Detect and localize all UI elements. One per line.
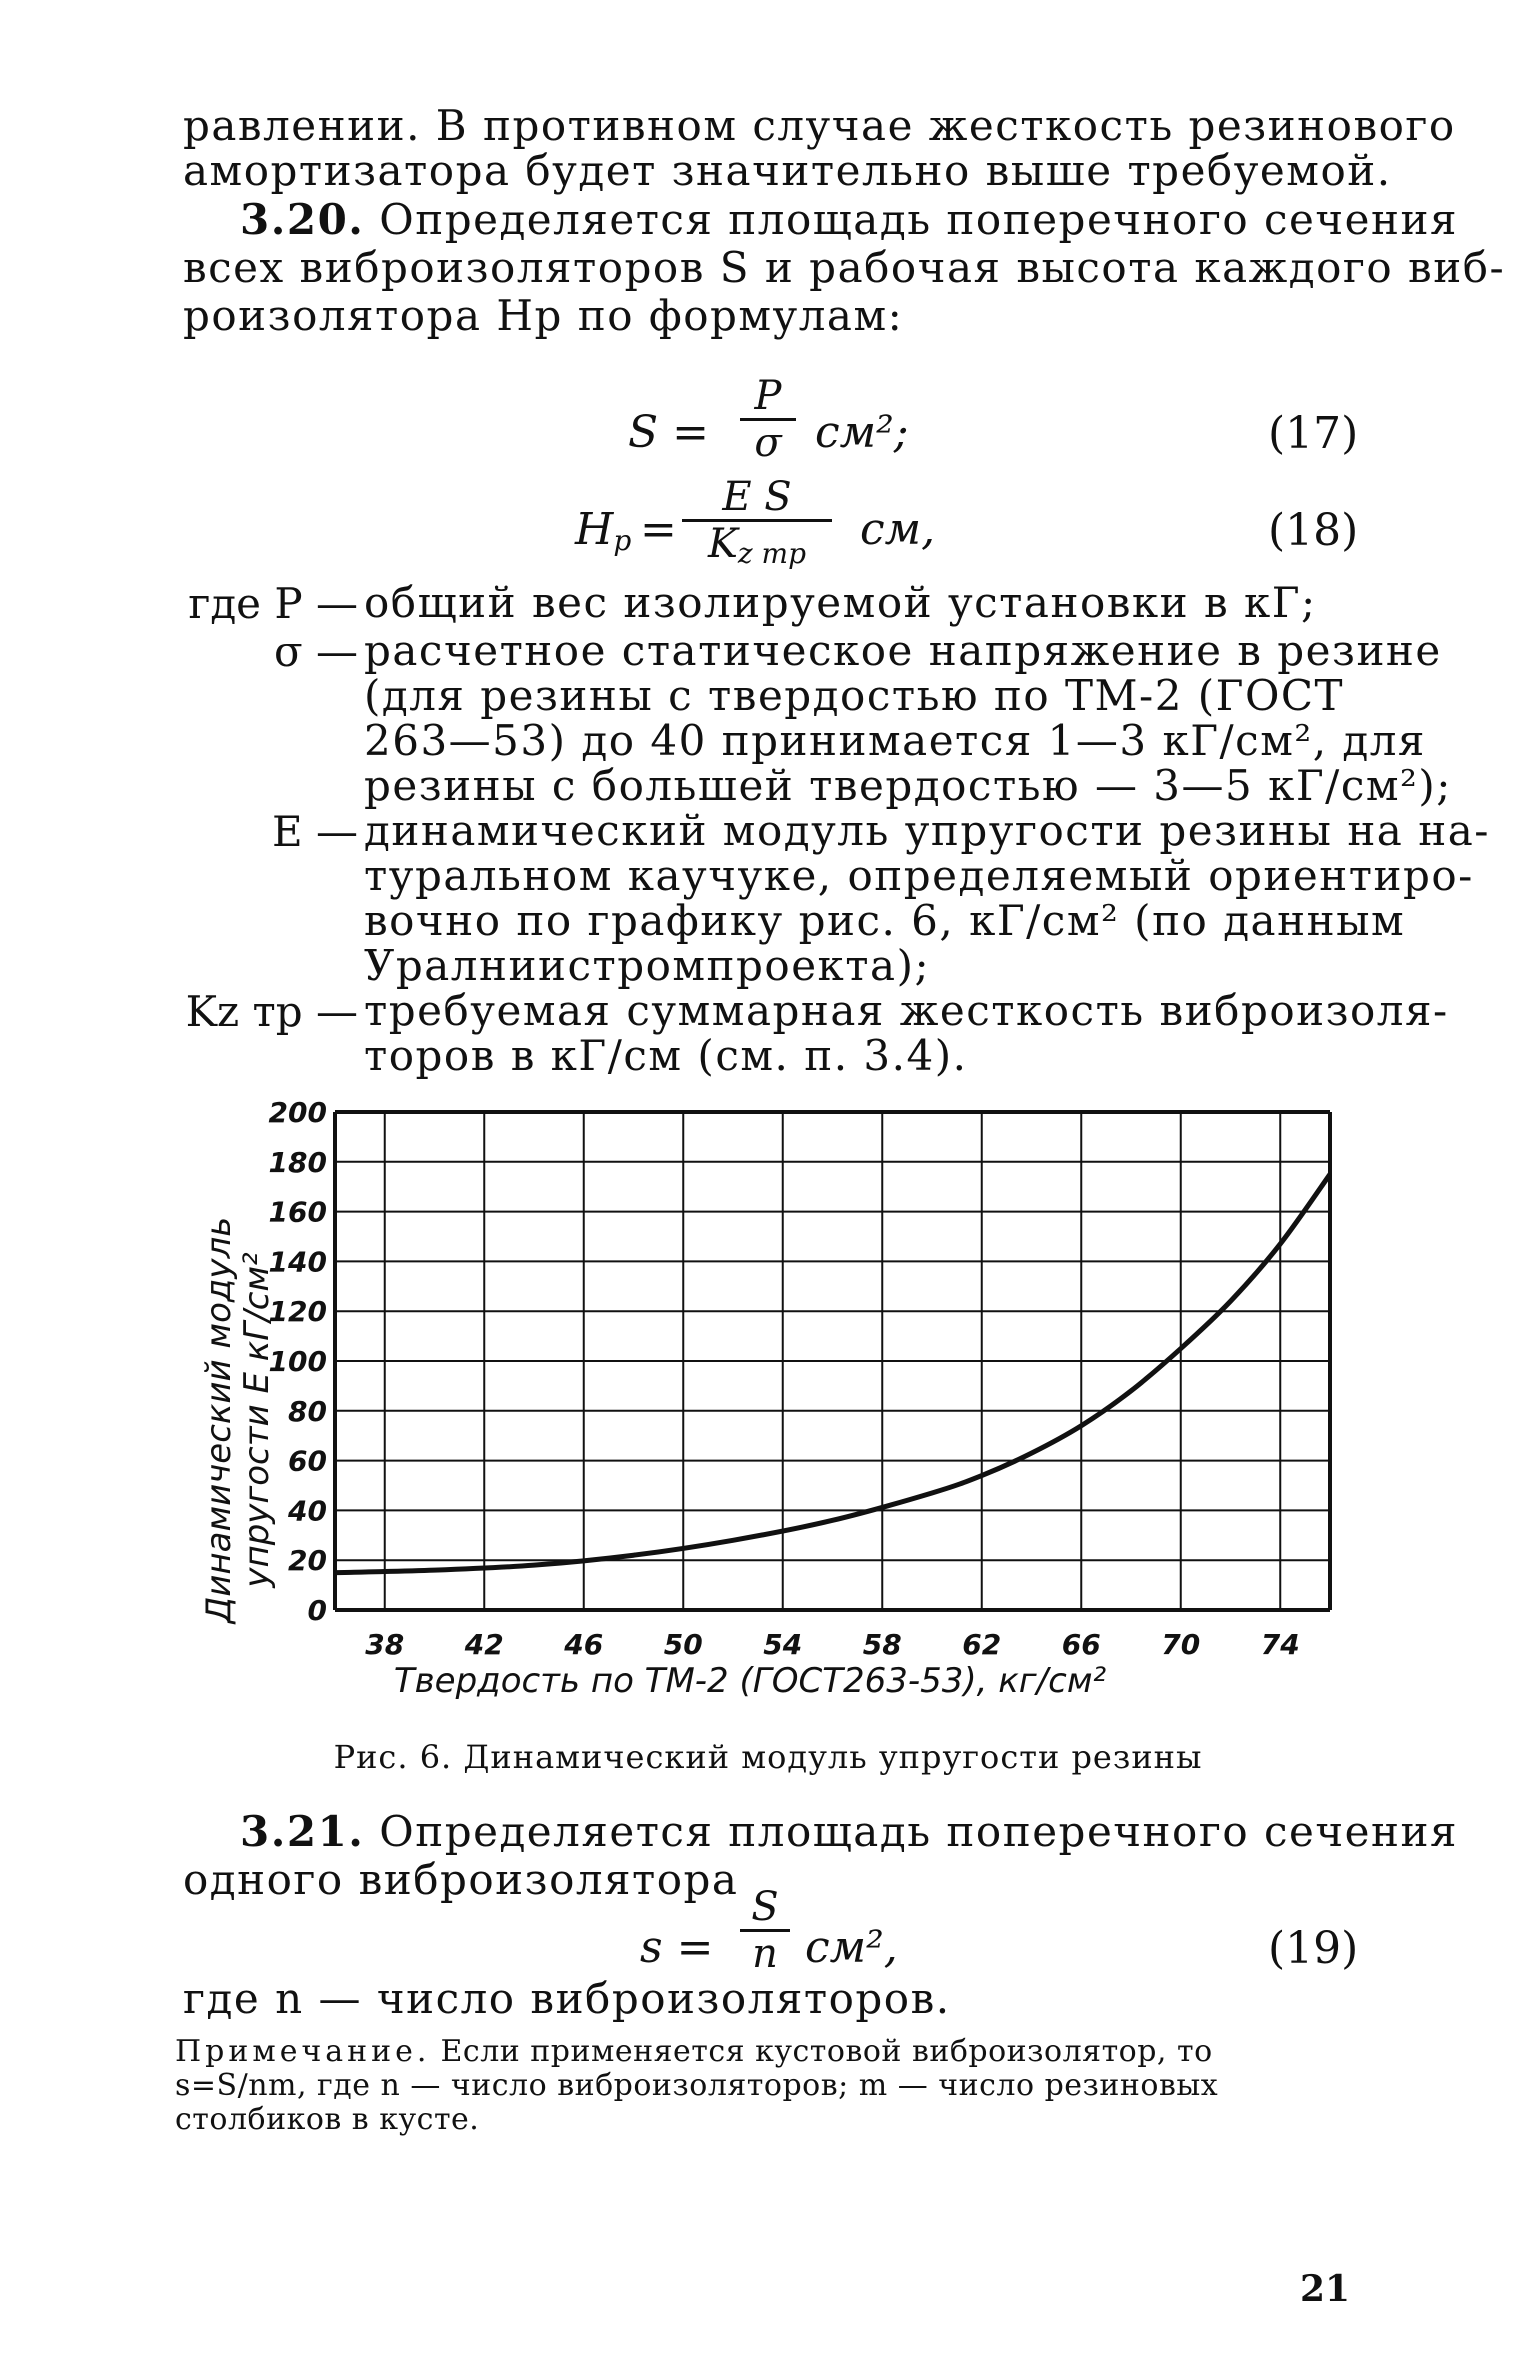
definition-line: расчетное статическое напряжение в резине — [364, 626, 1442, 675]
paragraph-text: Определяется площадь поперечного сечения — [379, 1807, 1458, 1856]
definition-line: (для резины с твердостью по ТМ-2 (ГОСТ — [364, 671, 1345, 720]
note-text: Если применяется кустовой виброизолятор, то — [440, 2034, 1213, 2069]
y-tick-label: 20 — [288, 1544, 327, 1578]
formula-unit: см²; — [815, 407, 909, 458]
x-axis-title: Твердость по ТМ-2 (ГОСТ263-53), кг/см² — [393, 1661, 1107, 1701]
x-tick-label: 74 — [1260, 1628, 1300, 1661]
note-line: столбиков в кусте. — [175, 2102, 480, 2137]
formula-lhs: $H_р$ — [575, 504, 632, 557]
y-tick-label: 0 — [307, 1594, 327, 1627]
x-tick-label: 38 — [365, 1628, 405, 1661]
definition-line: динамический модуль упругости резины на на- — [364, 806, 1490, 855]
paragraph-line: роизолятора Hр по формулам: — [183, 291, 904, 340]
paragraph-line: амортизатора будет значительно выше требуемой. — [183, 146, 1392, 195]
denominator: $K_{z тр}$ — [707, 521, 807, 570]
paragraph-line: где n — число виброизоляторов. — [183, 1974, 951, 2023]
x-tick-label: 62 — [962, 1628, 1002, 1661]
y-tick-label: 200 — [268, 1096, 327, 1129]
y-tick-label: 60 — [288, 1444, 327, 1478]
formula-unit: см², — [805, 1922, 898, 1973]
y-tick-label: 40 — [288, 1494, 327, 1528]
paragraph-line: одного виброизолятора — [183, 1855, 739, 1904]
definition-line: общий вес изолируемой установки в кГ; — [364, 578, 1317, 627]
x-tick-label: 66 — [1061, 1628, 1101, 1661]
section-number: 3.20. — [240, 195, 365, 244]
note-line — [175, 2036, 1345, 2068]
numerator: S — [751, 1884, 779, 1930]
formula-fraction — [740, 1885, 790, 1976]
definition-line: 263—53) до 40 принимается 1—3 кГ/см², для — [364, 716, 1426, 765]
figure-caption: Рис. 6. Динамический модуль упругости резины — [333, 1738, 1203, 1776]
formula-lhs: s = — [640, 1922, 714, 1973]
paragraph-line: равлении. В противном случае жесткость резинового — [183, 101, 1456, 150]
formula-equals: = — [640, 504, 677, 555]
x-tick-label: 58 — [862, 1628, 902, 1661]
x-tick-label: 46 — [564, 1628, 604, 1661]
numerator: E S — [722, 474, 792, 520]
y-tick-label: 180 — [268, 1145, 327, 1179]
y-tick-label: 140 — [268, 1245, 327, 1279]
y-axis-title-line1: Динамический модуль — [199, 1216, 239, 1624]
y-tick-label: 160 — [268, 1195, 327, 1229]
x-tick-label: 42 — [464, 1628, 504, 1661]
definition-term: E — — [271, 807, 358, 856]
definition-term: где P — — [188, 579, 358, 628]
definition-term: Kz тр — — [185, 987, 358, 1036]
x-tick-label: 50 — [663, 1628, 703, 1661]
page-number: 21 — [1300, 2268, 1351, 2310]
definition-term: σ — — [273, 627, 358, 676]
definition-line: резины с большей твердостью — 3—5 кГ/см²); — [364, 761, 1452, 810]
definition-line: торов в кГ/см (см. п. 3.4). — [364, 1031, 968, 1080]
equation-number: (19) — [1268, 1923, 1359, 1974]
y-tick-label: 80 — [288, 1394, 327, 1428]
denominator: σ — [754, 420, 782, 466]
section-3-21-line1 — [240, 1807, 1458, 1856]
equation-number: (17) — [1268, 408, 1359, 459]
note-line: s=S/nm, где n — число виброизоляторов; m — число резиновых — [175, 2068, 1219, 2103]
x-tick-label: 70 — [1161, 1628, 1201, 1661]
y-tick-label: 120 — [268, 1295, 327, 1329]
definition-line: требуемая суммарная жесткость виброизоля- — [364, 986, 1449, 1035]
paragraph-line: всех виброизоляторов S и рабочая высота каждого виб- — [183, 243, 1506, 292]
denominator: n — [752, 1931, 778, 1977]
definition-line: туральном каучуке, определяемый ориентиро- — [364, 851, 1474, 900]
note-label: Примечание. — [175, 2034, 431, 2069]
y-tick-label: 100 — [268, 1345, 327, 1378]
paragraph-text: Определяется площадь поперечного сечения — [379, 195, 1458, 244]
definition-line: Уралниистромпроекта); — [364, 941, 931, 990]
equation-number: (18) — [1268, 505, 1359, 556]
x-tick-label: 54 — [763, 1628, 803, 1661]
section-number: 3.21. — [240, 1807, 365, 1856]
formula-unit: см, — [860, 504, 936, 555]
definition-line: вочно по графику рис. 6, кГ/см² (по данным — [364, 896, 1406, 945]
numerator: P — [754, 373, 782, 419]
y-axis-title-line2: упругости E кГ/см² — [237, 1252, 277, 1588]
formula-lhs: S = — [628, 407, 709, 458]
